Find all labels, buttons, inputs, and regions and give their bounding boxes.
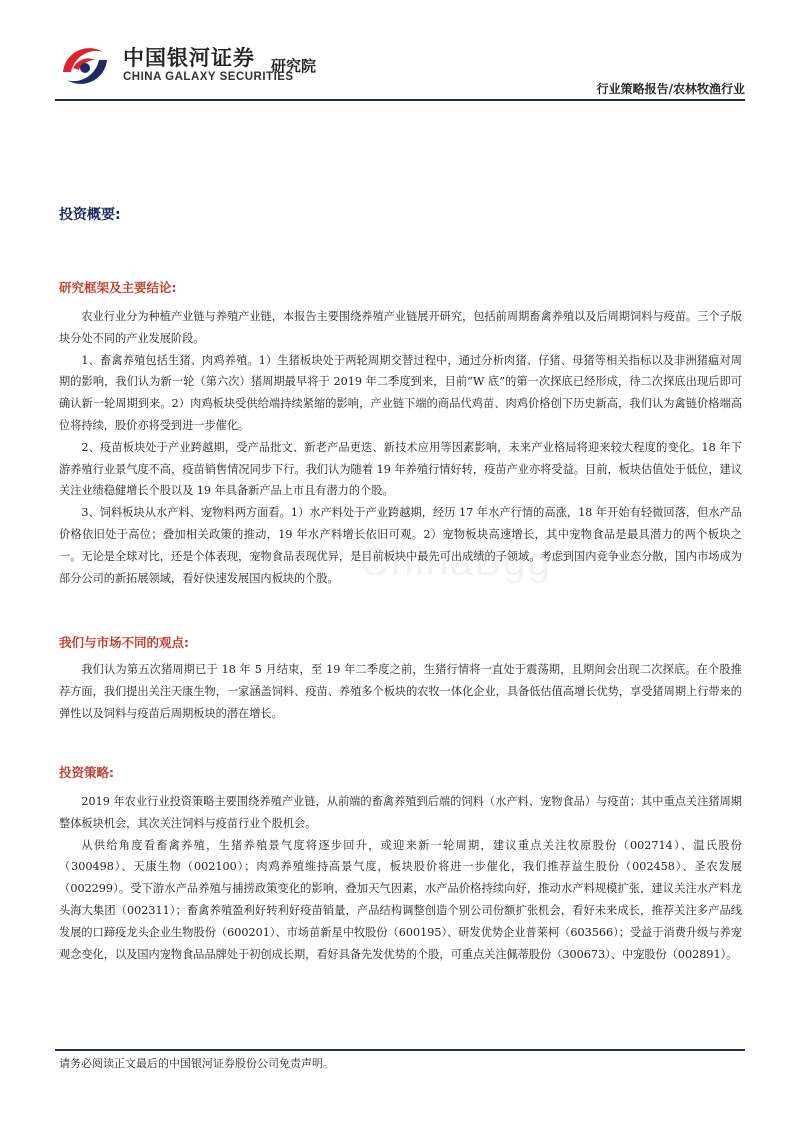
paragraph: 2019 年农业行业投资策略主要围绕养殖产业链，从前端的畜禽养殖到后端的饲料（水产料、宠物食品）与疫苗；其中重点关注猪周期整体板块机会，其次关注饲料与疫苗行业个股机会。: [59, 795, 742, 830]
page-header: [55, 38, 745, 98]
brand-logo[interactable]: [55, 38, 355, 98]
paragraph: 我们认为第五次猪周期已于 18 年 5 月结束，至 19 年二季度之前，生猪行情将一直处于震荡期，且期间会出现二次探底。在个股推荐方面，我们提出关注天康生物，一家涵盖饲料、疫苗、养殖多个板块的农牧一体化企业，具备低估值高增长优势，享受猪周期上行带来的弹性以及饲料与疫苗后周期板块的潜在增长。: [59, 663, 742, 720]
section-heading-strategy: 投资策略:: [59, 765, 114, 780]
section-strategy: [59, 791, 742, 965]
report-type-label: 行业策略报告/农林牧渔行业: [596, 82, 745, 96]
paragraph: 农业行业分为种植产业链与养殖产业链，本报告主要围绕养殖产业链展开研究，包括前周期畜禽养殖以及后周期饲料与疫苗。三个子版块分处不同的产业发展阶段。: [59, 310, 742, 345]
section-heading-framework: 研究框架及主要结论:: [59, 280, 177, 295]
disclaimer-note: 请务必阅读正文最后的中国银河证券股份公司免责声明。: [59, 1057, 334, 1070]
brand-name-cn: 中国银河证券: [123, 46, 255, 70]
section-framework: [59, 306, 742, 589]
brand-name-en: CHINA GALAXY SECURITIES: [123, 71, 294, 83]
watermark: ChinaBgg: [360, 540, 552, 584]
paragraph: 1、畜禽养殖包括生猪、肉鸡养殖。1）生猪板块处于两轮周期交替过程中，通过分析肉猪、仔猪、母猪等相关指标以及非洲猪瘟对周期的影响，我们认为新一轮（第六次）猪周期最早将于 2019 年二季度到来，目前“W 底”的第一次探底已经形成，待二次探底出现后即可确认新一轮周期到来。2）肉鸡板块受供给端持续紧缩的影响，产业链下端的商品代鸡苗、肉鸡价格创下历史新高，我们认为禽链价格端高位将持续，股价亦将受到进一步催化。: [59, 353, 742, 432]
page-title: 投资概要:: [59, 207, 121, 223]
header-divider: [55, 99, 745, 101]
paragraph: 2、疫苗板块处于产业跨越期，受产品批文、新老产品更迭、新技术应用等因素影响，未来产业格局将迎来较大程度的变化。18 年下游养殖行业景气度不高，疫苗销售情况同步下行。我们认为随着 19 年养殖行情好转，疫苗产业亦将受益。目前，板块估值处于低位，建议关注业绩稳健增长个股以及 19 年具备新产品上市且有潜力的个股。: [59, 440, 742, 498]
paragraph: 从供给角度看畜禽养殖，生猪养殖景气度将逐步回升，或迎来新一轮周期，建议重点关注牧原股份（002714）、温氏股份（300498）、天康生物（002100）；肉鸡养殖维持高景气度，板块股价将进一步催化，我们推荐益生股份（002458）、圣农发展（002299）。受下游水产品养殖与捕捞政策变化的影响，叠加天气因素，水产品价格持续向好，推动水产料规模扩张，建议关注水产料龙头海大集团（002311）；畜禽养殖盈利好转利好疫苗销量，产品结构调整创造个别公司份额扩张机会，看好未来成长，推荐关注多产品线发展的口蹄疫龙头企业生物股份（600201）、市场苗新星中牧股份（600195）、研发优势企业普莱柯（603566）；受益于消费升级与养宠观念变化，以及国内宠物食品品牌处于初创成长期，看好具备先发优势的个股，可重点关注佩蒂股份（300673）、中宠股份（002891）。: [59, 838, 742, 961]
galaxy-logo-icon: [57, 38, 113, 94]
footer-divider: [55, 1049, 745, 1051]
section-heading-views: 我们与市场不同的观点:: [59, 635, 189, 650]
section-views: [59, 659, 742, 724]
brand-institute: 研究院: [271, 57, 317, 75]
paragraph: 3、饲料板块从水产料、宠物料两方面看。1）水产料处于产业跨越期，经历 17 年水产行情的高涨，18 年开始有轻微回落，但水产品价格依旧处于高位；叠加相关政策的推动，19 年水产料增长依旧可观。2）宠物板块高速增长，其中宠物食品是最具潜力的两个板块之一。无论是全球对比，还是个体表现，宠物食品表现优异，是目前板块中最先可出成绩的子领域。考虑到国内竞争业态分散，国内市场成为部分公司的新拓展领域，看好快速发展国内板块的个股。: [59, 506, 742, 585]
